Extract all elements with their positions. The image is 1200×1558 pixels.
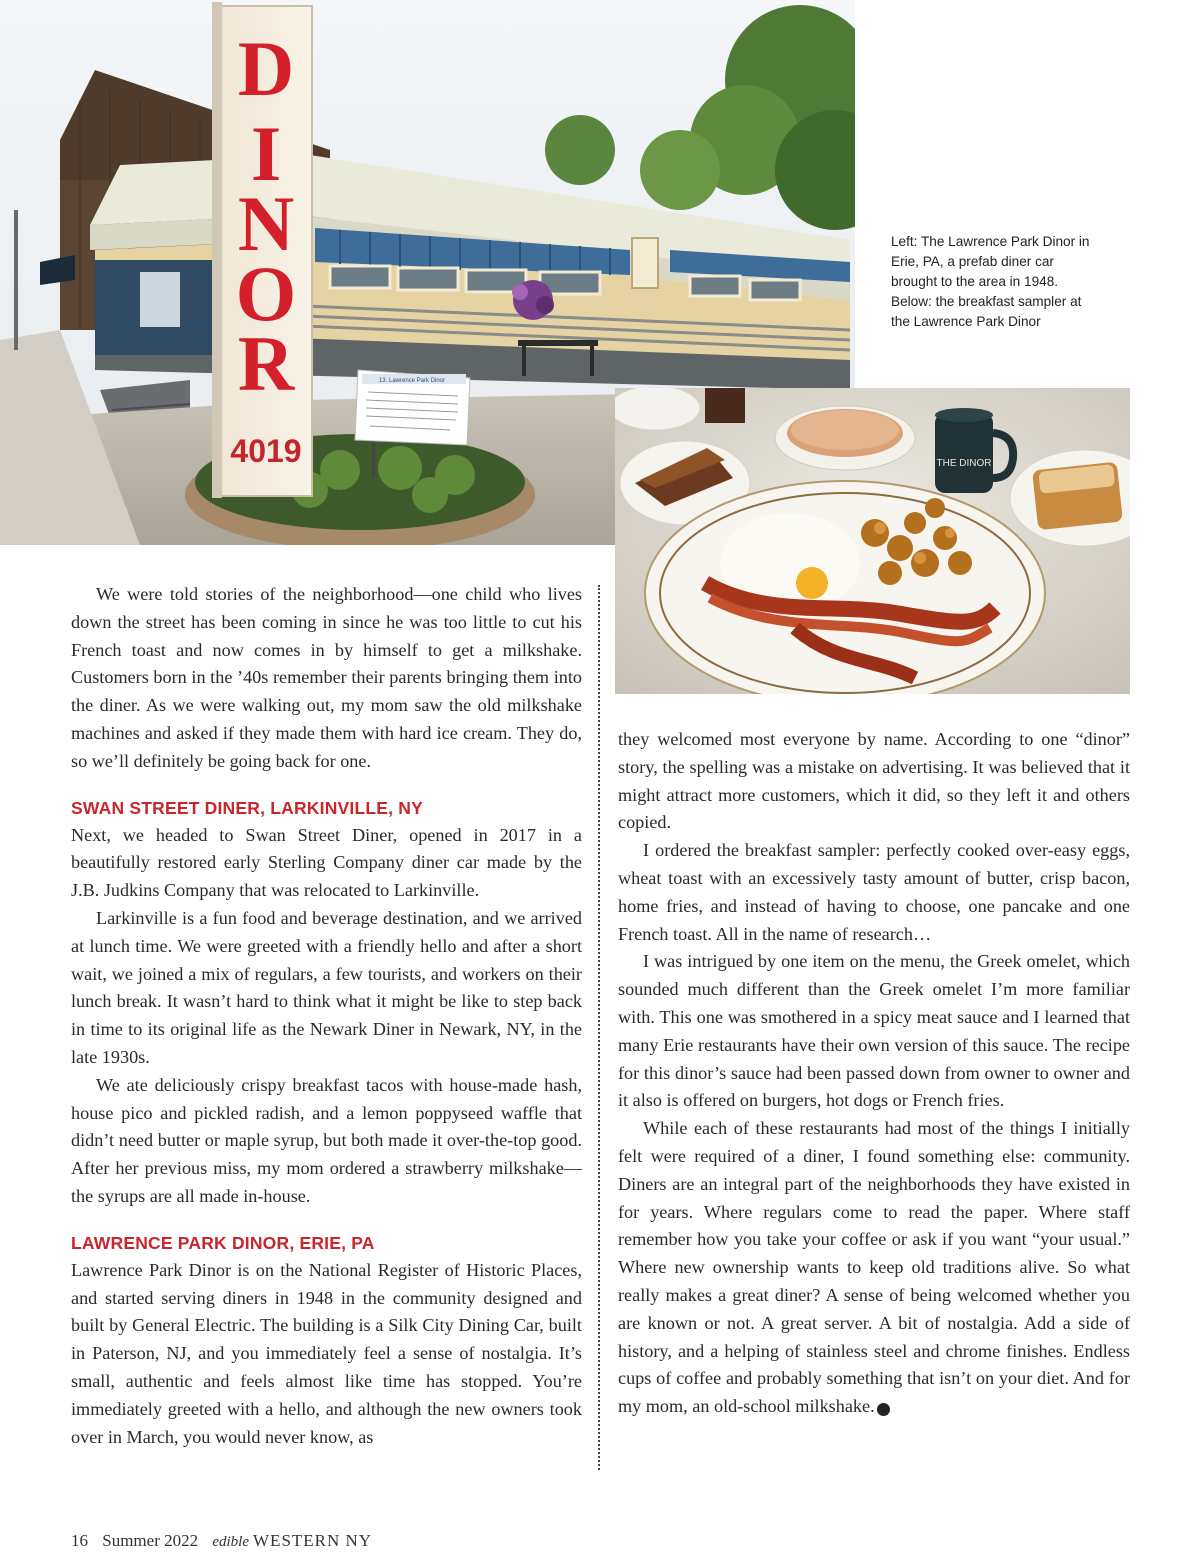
intro-paragraph: We were told stories of the neighborhood—one child who lives down the street has been coming in since he was too little to cut his French toast and now comes in by himself to get a milkshake. Customers born in the ’40s remember their parents bringing them into the diner. As we were walking out, my mom saw the old milkshake machines and asked if they made them with hard ice cream. They do, so we’ll definitely be going back for one. [71, 584, 582, 771]
mug-text: THE DINOR [936, 458, 992, 469]
right-paragraph-4 [618, 1115, 1130, 1421]
swan-paragraph-1: Next, we headed to Swan Street Diner, opened in 2017 in a beautifully restored early Sterling Company diner car made by the J.B. Judkins Company that was relocated to Larkinville. [71, 824, 582, 901]
caption-text: Left: The Lawrence Park Dinor in Erie, PA, a prefab diner car brought to the area in 1948. Below: the breakfast sampler at the Lawrence Park Dinor [891, 234, 1090, 329]
closing-paragraph-text: While each of these restaurants had most of the things I initially felt were required of a diner, I found something else: community. Diners are an integral part of the neighborhoods they have existed in for years. Where regulars come to read the paper. Where staff remember how you take your coffee or ask if you want “your usual.” Where new ownership wants to keep old traditions alive. So what really makes a great diner? A sense of being welcomed whether you are known or not. A great server. A bit of nostalgia. Add a side of history, and a helping of stainless steel and chrome finishes. Endless cups of coffee and probably something that isn’t on your diet. And for my mom, an old-school milkshake. [618, 1118, 1130, 1417]
sign-letter-5: R [237, 320, 295, 407]
page-number: 16 [71, 1531, 88, 1550]
breakfast-sampler-illustration [615, 388, 1130, 694]
article-right-column [618, 726, 1130, 1421]
sign-letter-2: I [250, 110, 282, 197]
page-footer [71, 1531, 372, 1551]
brand-region: WESTERN NY [253, 1531, 373, 1550]
lawrence-paragraph-1: Lawrence Park Dinor is on the National Register of Historic Places, and started serving diners in 1948 in the community designed and built by General Electric. The building is a Silk City Dining Car, built in Paterson, NJ, and you immediately feel a sense of nostalgia. It’s small, authentic and feels almost like time has stopped. You’re immediately greeted with a hello, and although the new owners took over in March, you would never know, as [71, 1259, 582, 1447]
lawrence-park-heading: LAWRENCE PARK DINOR, ERIE, PA [71, 1232, 375, 1253]
plaque-title: 13. Lawrence Park Dinor [378, 378, 446, 384]
swan-street-heading: SWAN STREET DINER, LARKINVILLE, NY [71, 797, 423, 818]
swan-paragraph-3: We ate deliciously crispy breakfast tacos with house-made hash, house pico and pickled radish, and a lemon poppyseed waffle that didn’t need butter or maple syrup, but both made it over-the-top good. After her previous miss, my mom ordered a strawberry milkshake—the syrups are all made in-house. [71, 1074, 582, 1206]
sign-letter-3: N [237, 180, 295, 267]
brand-edible: edible [212, 1534, 250, 1550]
right-paragraph-1: they welcomed most everyone by name. According to one “dinor” story, the spelling was a mistake on advertising. It was believed that it might attract more customers, which it did, so they left it and others copied. [618, 729, 1130, 833]
swan-paragraph-2: Larkinville is a fun food and beverage destination, and we arrived at lunch time. We were greeted with a friendly hello and after a short wait, we joined a mix of regulars, a few tourists, and workers on their lunch break. It wasn’t hard to think what it might be like to step back in time to its original life as the Newark Diner in Newark, NY, in the late 1930s. [71, 907, 582, 1067]
right-paragraph-3: I was intrigued by one item on the menu, the Greek omelet, which sounded much different than the Greek omelet I’m more familiar with. This one was smothered in a spicy meat sauce and I learned that many Erie restaurants have their own version of this sauce. The recipe for this dinor’s sauce had been passed down from owner to owner and it also is offered on burgers, hot dogs or French fries. [618, 951, 1130, 1111]
sign-letter-1: D [237, 25, 295, 112]
article-left-column [71, 581, 582, 1451]
end-mark-icon: e [877, 1403, 890, 1416]
right-paragraph-2: I ordered the breakfast sampler: perfectly cooked over-easy eggs, wheat toast with an excessively tasty amount of butter, crisp bacon, home fries, and instead of having to choose, one pancake and one French toast. All in the name of research… [618, 840, 1130, 944]
photo-caption [891, 232, 1091, 332]
breakfast-sampler-photo [615, 388, 1130, 694]
sign-number: 4019 [230, 433, 302, 469]
column-divider [598, 585, 600, 1470]
sign-letter-4: O [235, 250, 297, 337]
issue-label: Summer 2022 [102, 1531, 199, 1550]
